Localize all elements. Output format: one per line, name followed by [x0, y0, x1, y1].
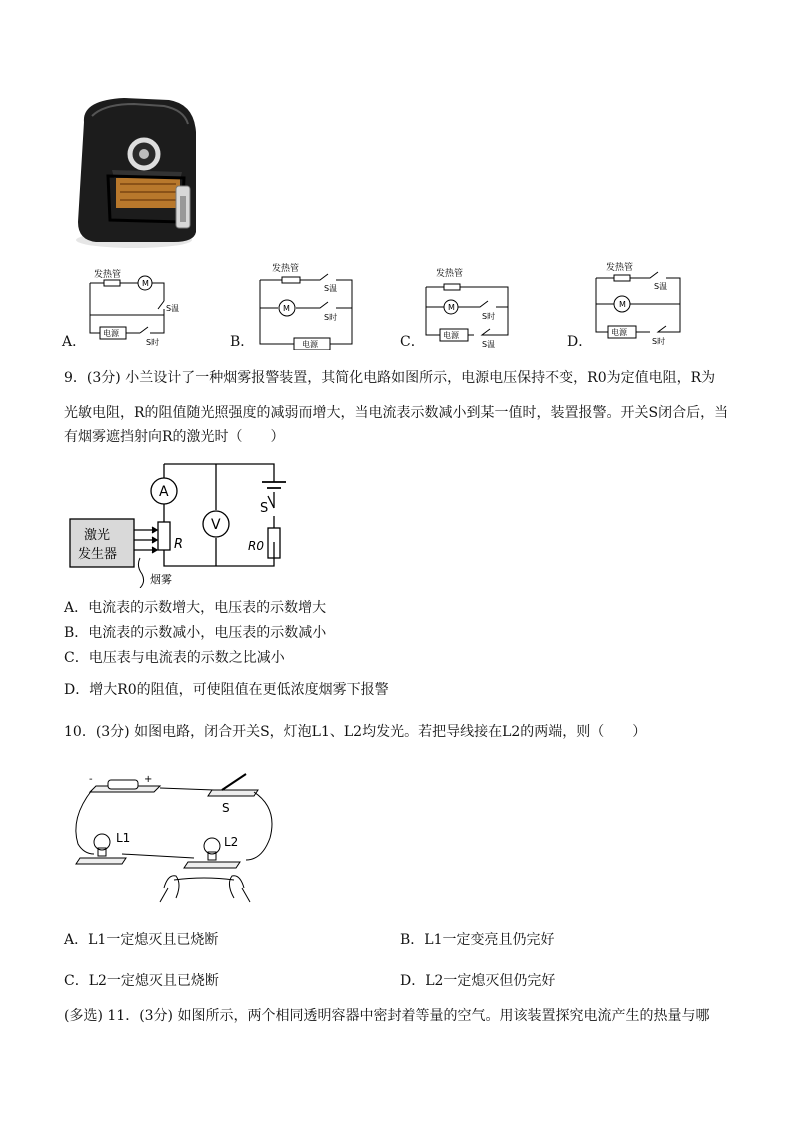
heater-label: 发热管	[436, 269, 464, 279]
switch-temp-label: S温	[166, 304, 180, 313]
q11-stem: (多选) 11．(3分) 如图所示，两个相同透明容器中密封着等量的空气。用该装置探究电流产生的热量与哪	[64, 1008, 710, 1024]
switch-label: S	[222, 801, 230, 815]
motor-label: M	[619, 300, 626, 309]
switch-temp-label: S温	[324, 284, 338, 293]
l1-label: L1	[116, 831, 131, 845]
power-label: 电源	[302, 340, 318, 349]
circuit-diagram-c	[418, 263, 518, 351]
q10-choice-d[interactable]: D．L2一定熄灭但仍完好	[400, 973, 556, 989]
q9-choice-d[interactable]: D．增大R0的阻值，可使阻值在更低浓度烟雾下报警	[64, 682, 389, 698]
heater-label: 发热管	[272, 264, 300, 274]
laser-label-line1: 激光	[84, 528, 111, 543]
q8-letter-c: C．	[400, 334, 425, 350]
laser-label-line2: 发生器	[78, 547, 118, 562]
circuit-diagram-b	[250, 260, 370, 350]
voltmeter-label: V	[211, 517, 221, 533]
q10-circuit-figure	[64, 768, 284, 908]
heater-label: 发热管	[606, 263, 634, 273]
switch-label: S	[260, 501, 269, 516]
r-label: R	[174, 537, 184, 552]
switch-time-label: S时	[324, 313, 338, 322]
q8-option-c[interactable]	[418, 263, 518, 351]
q8-letter-b: B．	[230, 334, 255, 350]
l2-label: L2	[224, 835, 239, 849]
battery-plus-label: +	[144, 774, 153, 785]
motor-label: M	[448, 303, 455, 312]
air-fryer-image	[64, 92, 204, 250]
circuit-diagram-d	[588, 258, 688, 350]
q10-choice-a[interactable]: A．L1一定熄灭且已烧断	[64, 932, 219, 948]
heater-label: 发热管	[94, 270, 122, 280]
switch-temp-label: S温	[654, 282, 668, 291]
q8-option-d[interactable]	[588, 258, 688, 350]
smoke-label: 烟雾	[150, 573, 172, 586]
q9-stem-line3: 有烟雾遮挡射向R的激光时（ ）	[64, 429, 285, 445]
motor-label: M	[283, 304, 290, 313]
power-label: 电源	[103, 329, 119, 338]
q9-stem-line2: 光敏电阻，R的阻值随光照强度的减弱而增大，当电流表示数减小到某一值时，装置报警。开关S闭合后，当	[64, 405, 729, 421]
q10-choice-c[interactable]: C．L2一定熄灭且已烧断	[64, 973, 219, 989]
q8-option-b[interactable]	[250, 260, 370, 350]
r0-label: R0	[248, 539, 264, 553]
ammeter-label: A	[159, 484, 169, 500]
q9-choice-a[interactable]: A．电流表的示数增大，电压表的示数增大	[64, 600, 327, 616]
battery-minus-label: -	[89, 774, 93, 785]
q9-choice-b[interactable]: B．电流表的示数减小，电压表的示数减小	[64, 625, 327, 641]
switch-time-label: S时	[146, 338, 160, 347]
q9-choice-c[interactable]: C．电压表与电流表的示数之比减小	[64, 650, 285, 666]
q8-letter-d: D．	[567, 334, 593, 350]
q10-choice-b[interactable]: B．L1一定变亮且仍完好	[400, 932, 555, 948]
switch-time-label: S时	[482, 312, 496, 321]
q10-stem: 10．(3分) 如图电路，闭合开关S，灯泡L1、L2均发光。若把导线接在L2的两端，则（ ）	[64, 724, 647, 740]
switch-time-label: S时	[652, 337, 666, 346]
q8-letter-a: A．	[62, 334, 87, 350]
q9-circuit-figure	[64, 458, 314, 588]
power-label: 电源	[443, 331, 459, 340]
q9-stem-line1: 9．(3分) 小兰设计了一种烟雾报警装置，其简化电路如图所示，电源电压保持不变，R0为定值电阻，R为	[64, 370, 716, 386]
switch-temp-label: S温	[482, 340, 496, 349]
power-label: 电源	[611, 328, 627, 337]
motor-label: M	[142, 279, 149, 288]
